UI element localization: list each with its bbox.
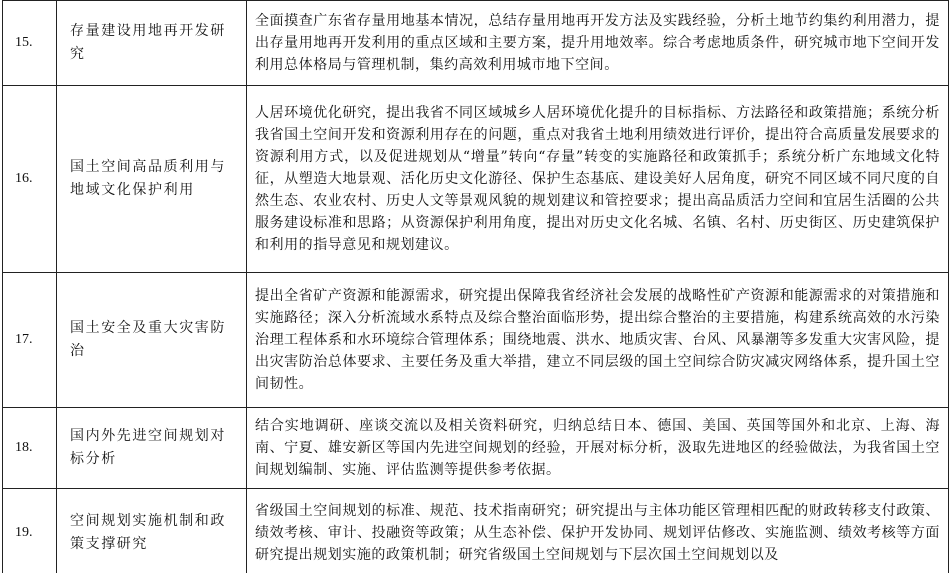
topic-content: 省级国土空间规划的标准、规范、技术指南研究；研究提出与主体功能区管理相匹配的财政转移支付政策、绩效考核、审计、投融资等政策；从生态补偿、保护开发协同、规划评估修改、实施监测、绩效考核等方面研究提出规划实施的政策机制；研究省级国土空间规划与下层次国土空间规划以及: [247, 489, 949, 573]
row-number: 17.: [3, 273, 57, 408]
table-row: [3, 273, 949, 408]
topic-content: 全面摸查广东省存量用地基本情况，总结存量用地再开发方法及实践经验，分析土地节约集约利用潜力，提出存量用地再开发利用的重点区域和主要方案，提升用地效率。综合考虑地质条件，研究城市地下空间开发利用总体格局与管理机制，集约高效利用城市地下空间。: [247, 1, 949, 86]
table-row: [3, 408, 949, 489]
topic-title: 国内外先进空间规划对标分析: [57, 408, 247, 489]
topic-title: 存量建设用地再开发研究: [57, 1, 247, 86]
topic-content: 结合实地调研、座谈交流以及相关资料研究，归纳总结日本、德国、美国、英国等国外和北京、上海、海南、宁夏、雄安新区等国内先进空间规划的经验，开展对标分析，汲取先进地区的经验做法，为我省国土空间规划编制、实施、评估监测等提供参考依据。: [247, 408, 949, 489]
table-row: [3, 86, 949, 273]
row-number: 18.: [3, 408, 57, 489]
topic-title: 国土安全及重大灾害防治: [57, 273, 247, 408]
table-row: [3, 489, 949, 573]
table-row: [3, 1, 949, 86]
row-number: 15.: [3, 1, 57, 86]
row-number: 16.: [3, 86, 57, 273]
row-number: 19.: [3, 489, 57, 573]
topic-title: 国土空间高品质利用与地域文化保护利用: [57, 86, 247, 273]
topic-content: 提出全省矿产资源和能源需求，研究提出保障我省经济社会发展的战略性矿产资源和能源需求的对策措施和实施路径；深入分析流域水系特点及综合整治面临形势，提出综合整治的主要措施，构建系统高效的水污染治理工程体系和水环境综合管理体系；围绕地震、洪水、地质灾害、台风、风暴潮等多发重大灾害风险，提出灾害防治总体要求、主要任务及重大举措，建立不同层级的国土空间综合防灾减灾网络体系，提升国土空间韧性。: [247, 273, 949, 408]
topic-title: 空间规划实施机制和政策支撑研究: [57, 489, 247, 573]
research-topics-table: [2, 0, 949, 573]
topic-content: 人居环境优化研究，提出我省不同区域城乡人居环境优化提升的目标指标、方法路径和政策措施；系统分析我省国土空间开发和资源利用存在的问题，重点对我省土地利用绩效进行评价，提出符合高质量发展要求的资源利用方式，以及促进规划从“增量”转向“存量”转变的实施路径和政策抓手；系统分析广东地域文化特征，从塑造大地景观、活化历史文化游径、保护生态基底、建设美好人居角度，研究不同区域不同尺度的自然生态、农业农村、历史人文等景观风貌的规划建议和管控要求；提出高品质活力空间和宜居生活圈的公共服务建设标准和思路；从资源保护利用角度，提出对历史文化名城、名镇、名村、历史街区、历史建筑保护和利用的指导意见和规划建议。: [247, 86, 949, 273]
